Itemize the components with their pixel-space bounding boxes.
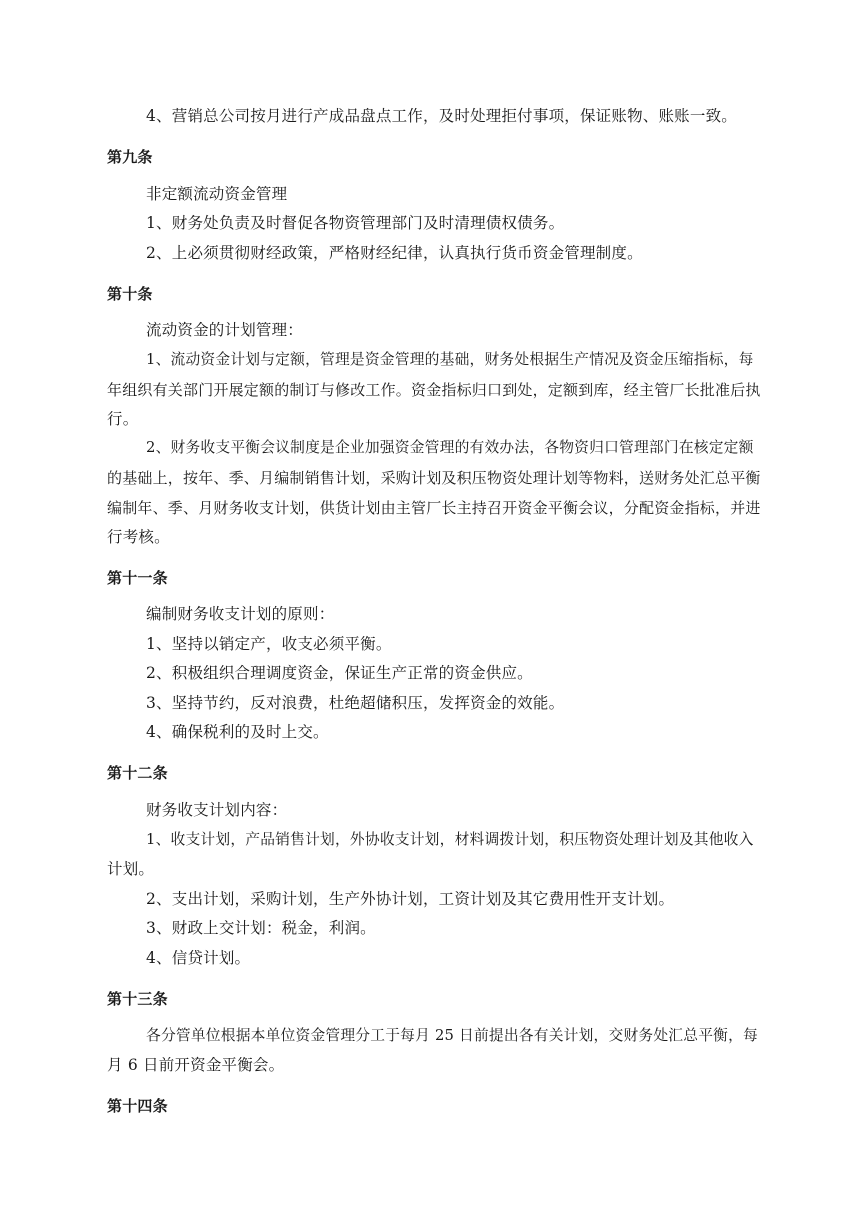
paragraph-line: 2、积极组织合理调度资金，保证生产正常的资金供应。 <box>146 664 533 682</box>
paragraph-line: 1、流动资金计划与定额，管理是资金管理的基础，财务处根据生产情况及资金压缩指标，每 <box>146 351 754 368</box>
paragraph-line: 编制财务收支计划的原则： <box>146 605 335 623</box>
paragraph-line: 3、坚持节约，反对浪费，杜绝超储积压，发挥资金的效能。 <box>146 694 565 712</box>
paragraph-line: 1、收支计划，产品销售计划，外协收支计划，材料调拨计划，积压物资处理计划及其他收入 <box>146 831 754 848</box>
paragraph-line: 行。 <box>107 410 139 428</box>
paragraph-line: 2、财务收支平衡会议制度是企业加强资金管理的有效办法，各物资归口管理部门在核定定额 <box>146 439 754 456</box>
paragraph-line: 的基础上，按年、季、月编制销售计划，采购计划及积压物资处理计划等物料，送财务处汇总平衡 <box>107 469 761 487</box>
paragraph-line: 非定额流动资金管理 <box>146 185 288 203</box>
paragraph-line: 流动资金的计划管理： <box>146 321 304 339</box>
paragraph-line: 2、支出计划，采购计划，生产外协计划，工资计划及其它费用性开支计划。 <box>146 890 675 908</box>
article-heading-13: 第十三条 <box>107 990 168 1008</box>
article-heading-12: 第十二条 <box>107 764 168 782</box>
paragraph-line: 编制年、季、月财务收支计划，供货计划由主管厂长主持召开资金平衡会议，分配资金指标，并进 <box>107 499 761 517</box>
paragraph-line: 月 6 日前开资金平衡会。 <box>107 1056 285 1074</box>
paragraph-line: 行考核。 <box>107 528 170 546</box>
article-heading-11: 第十一条 <box>107 569 168 587</box>
paragraph-line: 计划。 <box>107 860 155 878</box>
paragraph-line: 3、财政上交计划：税金，利润。 <box>146 919 376 937</box>
paragraph-line: 4、确保税利的及时上交。 <box>146 723 329 741</box>
paragraph-line: 1、坚持以销定产，收支必须平衡。 <box>146 635 392 653</box>
paragraph-line: 财务收支计划内容： <box>146 801 288 819</box>
paragraph-line: 年组织有关部门开展定额的制订与修改工作。资金指标归口到处，定额到库，经主管厂长批准后执 <box>107 381 761 399</box>
paragraph-line: 1、财务处负责及时督促各物资管理部门及时清理债权债务。 <box>146 214 565 232</box>
paragraph-line: 2、上必须贯彻财经政策，严格财经纪律，认真执行货币资金管理制度。 <box>146 244 643 262</box>
article-heading-14: 第十四条 <box>107 1097 168 1115</box>
article-heading-9: 第九条 <box>107 148 153 166</box>
article-heading-10: 第十条 <box>107 285 153 303</box>
paragraph-line: 4、营销总公司按月进行产成品盘点工作，及时处理拒付事项，保证账物、账账一致。 <box>146 107 737 125</box>
paragraph-line: 各分管单位根据本单位资金管理分工于每月 25 日前提出各有关计划，交财务处汇总平衡，每 <box>146 1027 758 1044</box>
paragraph-line: 4、信贷计划。 <box>146 949 251 967</box>
